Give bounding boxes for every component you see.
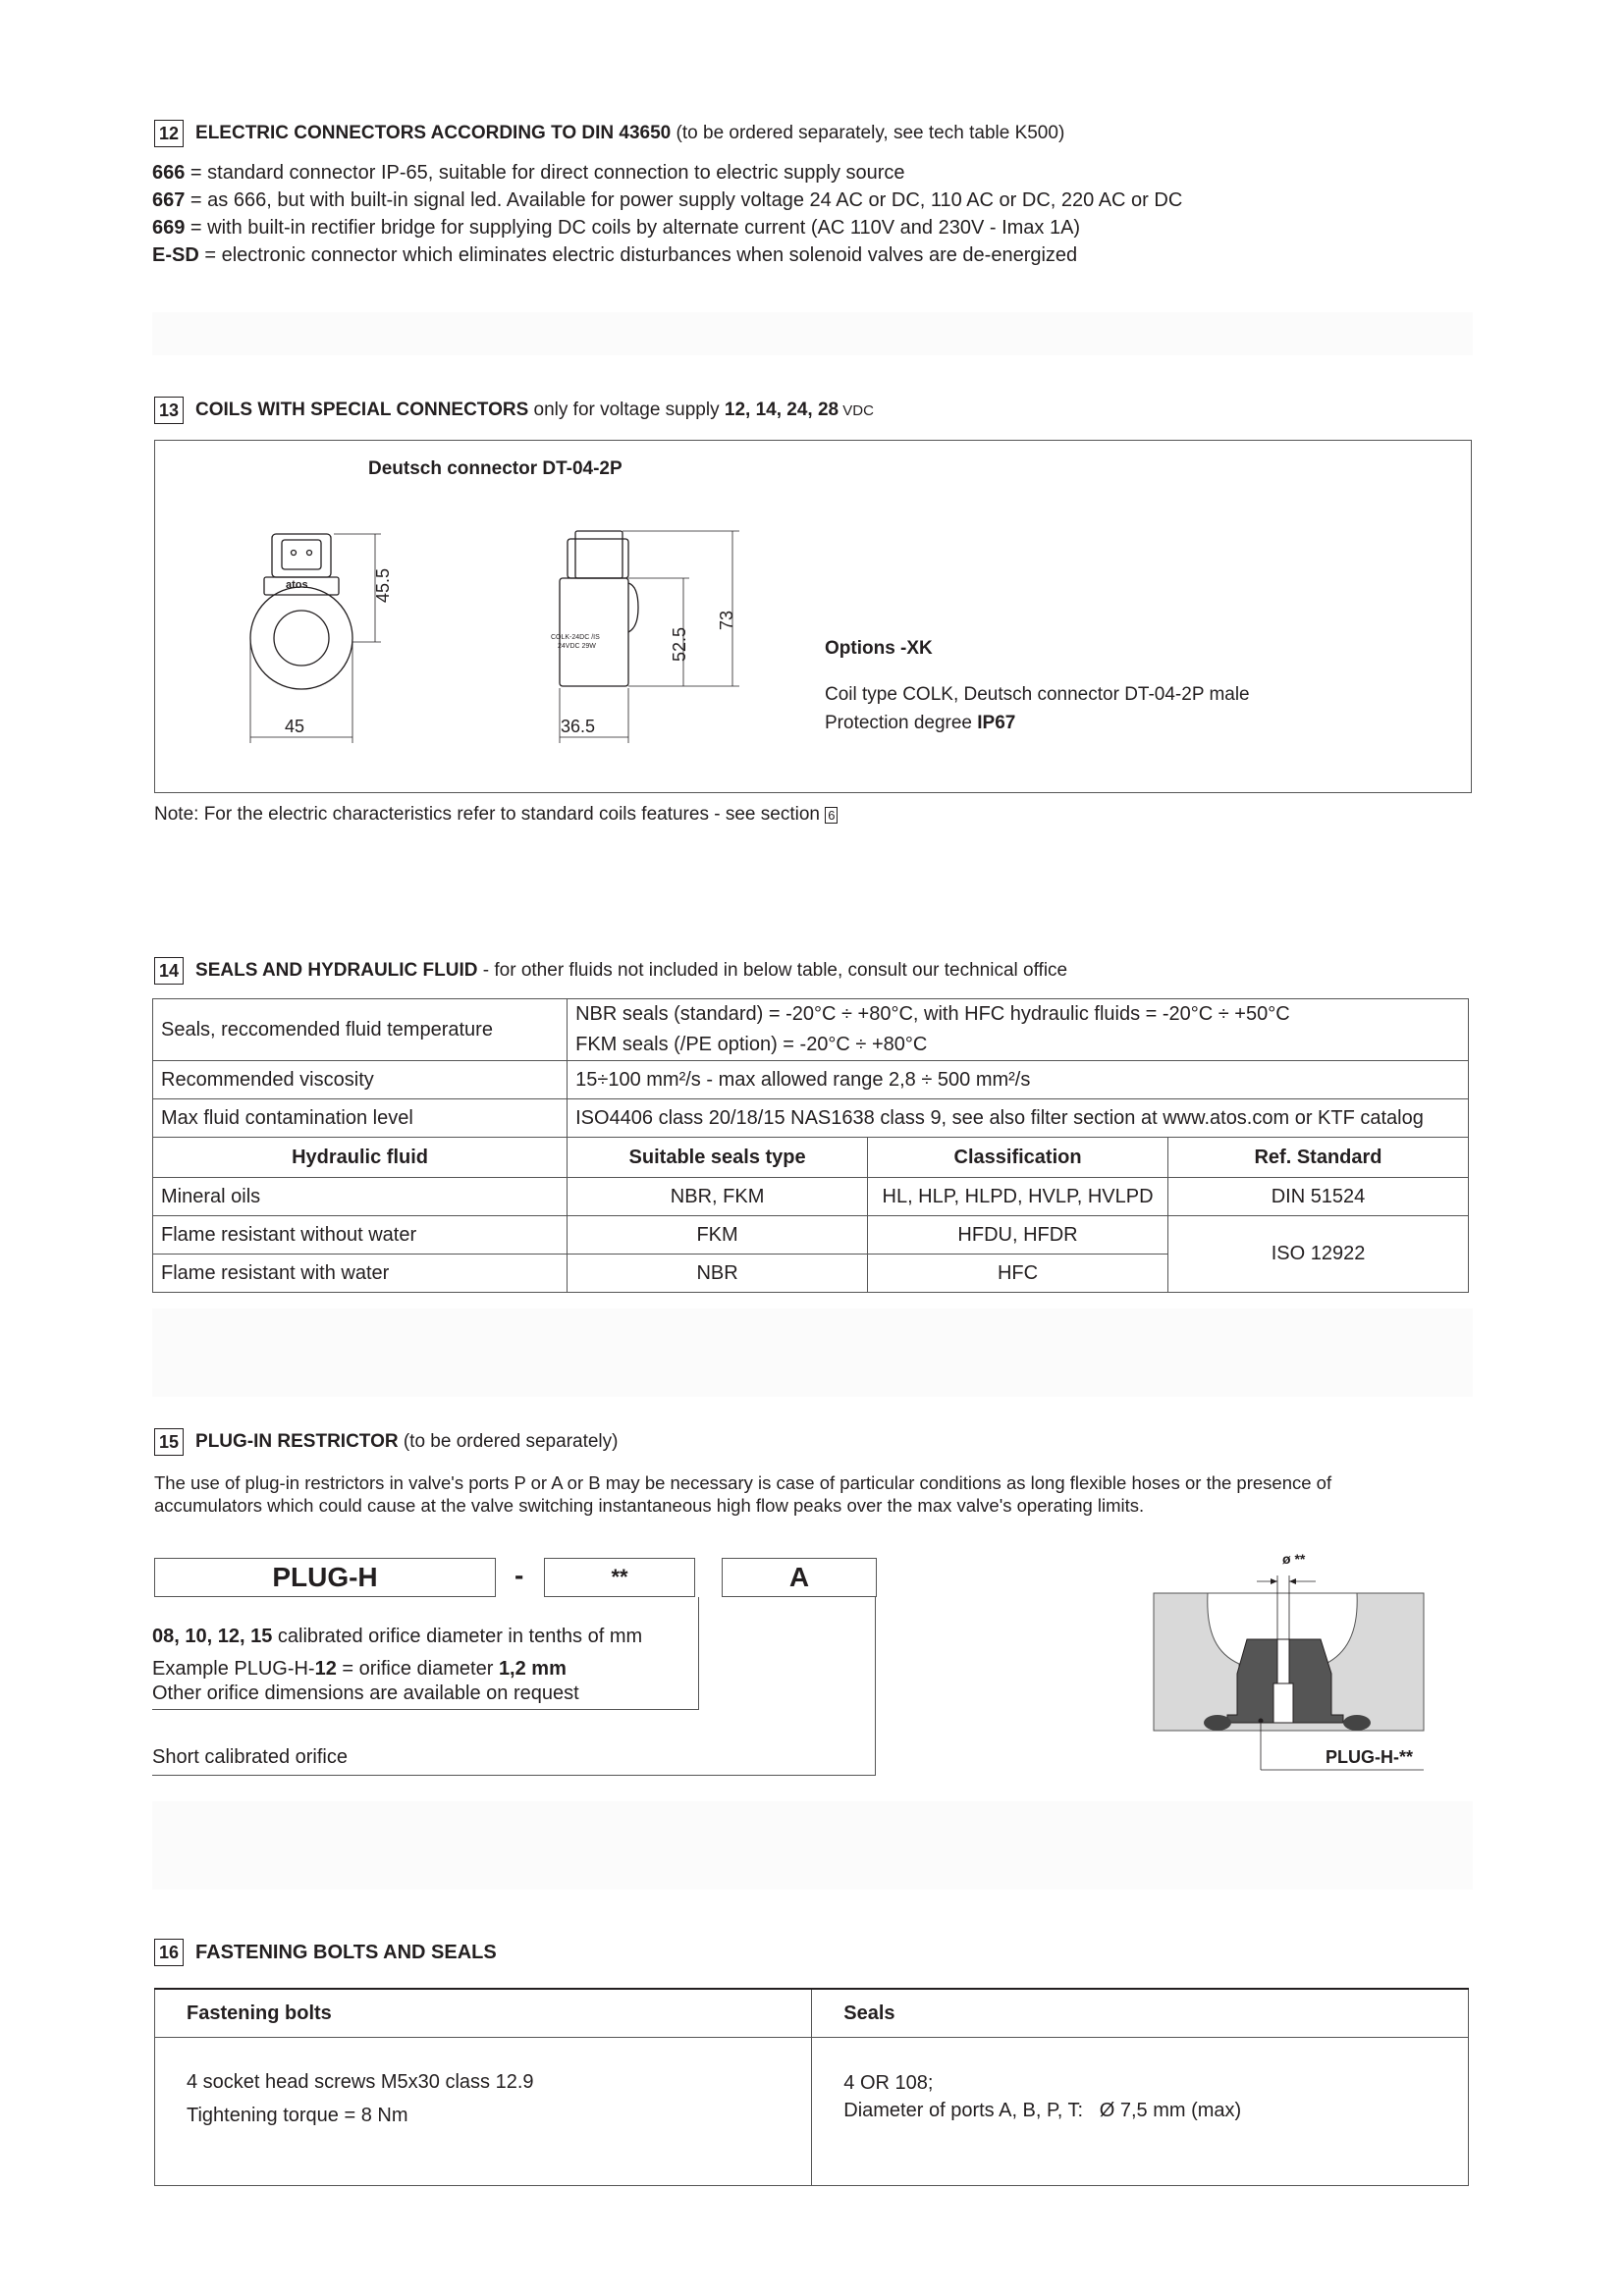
column-header: Suitable seals type	[568, 1138, 868, 1178]
section-subtitle: (to be ordered separately, see tech table K500)	[676, 123, 1065, 143]
table-cell: Max fluid contamination level	[153, 1099, 568, 1138]
section-title: PLUG-IN RESTRICTOR	[195, 1431, 399, 1452]
item-text: = electronic connector which eliminates electric disturbances when solenoid valves are de-energized	[198, 244, 1078, 266]
table-cell: Seals, reccomended fluid temperature	[153, 999, 568, 1061]
bolts-cell	[155, 2038, 812, 2186]
shade-band	[152, 1801, 1473, 1890]
item-code: 669	[152, 217, 186, 239]
dimension-label: 36.5	[561, 717, 596, 736]
section-number: 14	[154, 957, 184, 985]
column-header: Ref. Standard	[1168, 1138, 1469, 1178]
section-14-heading	[154, 957, 1067, 985]
note	[154, 804, 838, 826]
dimension-label: 45	[285, 717, 305, 736]
seal-temp-fkm: FKM seals (/PE option) = -20°C ÷ +80°C	[575, 1034, 928, 1055]
section-number: 15	[154, 1428, 184, 1456]
tightening-torque: Tightening torque = 8 Nm	[187, 2105, 408, 2126]
diagram-dimension: ø **	[1282, 1551, 1306, 1567]
port-diameter: Diameter of ports A, B, P, T: Ø 7,5 mm (max)	[843, 2100, 1242, 2121]
orifice-options	[152, 1626, 642, 1648]
item-text: = as 666, but with built-in signal led. Available for power supply voltage 24 AC or DC, 110 AC or DC, 220 AC or DC	[185, 189, 1183, 211]
note-section-ref: 6	[825, 807, 838, 824]
item-code: E-SD	[152, 244, 199, 266]
table-row	[153, 1061, 1469, 1099]
section-title: SEALS AND HYDRAULIC FLUID	[195, 960, 478, 981]
table-cell: 15÷100 mm²/s - max allowed range 2,8 ÷ 500 mm²/s	[568, 1061, 1469, 1099]
table-cell: HFC	[868, 1255, 1168, 1293]
table-cell: ISO4406 class 20/18/15 NAS1638 class 9, see also filter section at www.atos.com or KTF catalog	[568, 1099, 1469, 1138]
table-cell: DIN 51524	[1168, 1178, 1469, 1216]
table-cell: Flame resistant with water	[153, 1255, 568, 1293]
orifice-codes: 08, 10, 12, 15	[152, 1626, 273, 1647]
orifice-desc: calibrated orifice diameter in tenths of mm	[272, 1626, 643, 1647]
table-cell: NBR	[568, 1255, 868, 1293]
example-diameter: 1,2 mm	[498, 1658, 567, 1680]
table-header-row	[155, 1989, 1469, 2038]
plug-restrictor-diagram	[1149, 1546, 1434, 1777]
coil-label: COLK-24DC /IS	[551, 634, 600, 641]
table-cell: Flame resistant without water	[153, 1216, 568, 1255]
section-13-heading	[154, 397, 874, 424]
table-row	[153, 1216, 1469, 1255]
section-number: 12	[154, 120, 184, 147]
table-cell: Recommended viscosity	[153, 1061, 568, 1099]
seal-temp-nbr: NBR seals (standard) = -20°C ÷ +80°C, with HFC hydraulic fluids = -20°C ÷ +50°C	[575, 1003, 1290, 1025]
example-code: 12	[314, 1658, 337, 1680]
table-row	[153, 999, 1469, 1061]
table-cell: HL, HLP, HLPD, HVLP, HVLPD	[868, 1178, 1168, 1216]
note-text: Note: For the electric characteristics refer to standard coils features - see section	[154, 804, 820, 825]
table-cell: ISO 12922	[1168, 1216, 1469, 1293]
column-header: Fastening bolts	[155, 1989, 812, 2038]
section-subtitle: (to be ordered separately)	[398, 1431, 619, 1452]
short-orifice-label: Short calibrated orifice	[152, 1746, 348, 1768]
section-title: FASTENING BOLTS AND SEALS	[195, 1941, 497, 1963]
section-number: 13	[154, 397, 184, 424]
dimension-label: 52.5	[670, 626, 689, 662]
column-header: Hydraulic fluid	[153, 1138, 568, 1178]
example-pre: Example PLUG-H-	[152, 1658, 315, 1680]
code-box-a: A	[722, 1558, 877, 1597]
code-box-orifice: **	[544, 1558, 695, 1597]
brand-logo: atos	[286, 579, 308, 591]
shade-band	[152, 1308, 1473, 1397]
item-code: 666	[152, 162, 186, 184]
leader-line	[152, 1709, 698, 1710]
dimension-label: 45.5	[373, 567, 393, 603]
table-cell: NBR, FKM	[568, 1178, 868, 1216]
voltage-values: 12, 14, 24, 28	[724, 400, 839, 420]
table-row	[153, 1099, 1469, 1138]
column-header: Seals	[812, 1989, 1469, 2038]
drawing-title: Deutsch connector DT-04-2P	[368, 458, 623, 479]
bolts-seals-table	[154, 1988, 1469, 2186]
options-text: Coil type COLK, Deutsch connector DT-04-2P male	[825, 684, 1250, 705]
section-15-heading	[154, 1428, 618, 1456]
orifice-example	[152, 1658, 567, 1681]
table-cell: HFDU, HFDR	[868, 1216, 1168, 1255]
fluid-table	[152, 998, 1469, 1293]
section-16-heading	[154, 1939, 497, 1966]
section-title: ELECTRIC CONNECTORS ACCORDING TO DIN 43650	[195, 123, 672, 143]
dimension-label: 73	[717, 610, 736, 630]
coil-label: 24VDC 29W	[558, 643, 596, 650]
section-12-heading	[154, 120, 1064, 147]
section-number: 16	[154, 1939, 184, 1966]
example-mid: = orifice diameter	[336, 1658, 499, 1680]
table-cell: FKM	[568, 1216, 868, 1255]
code-box-plug-h: PLUG-H	[154, 1558, 496, 1597]
protection-degree: IP67	[977, 713, 1016, 733]
section-subtitle: - for other fluids not included in below table, consult our technical office	[477, 960, 1068, 981]
seals-spec: 4 OR 108;	[843, 2072, 934, 2094]
orifice-note: Other orifice dimensions are available on request	[152, 1682, 579, 1704]
connector-item	[152, 244, 1077, 267]
section-subtitle: only for voltage supply	[528, 400, 725, 420]
code-dash: -	[514, 1560, 524, 1590]
diagram-label: PLUG-H-**	[1326, 1747, 1413, 1767]
connector-item	[152, 189, 1182, 212]
item-text: = with built-in rectifier bridge for supplying DC coils by alternate current (AC 110V and 230V - Imax 1A)	[185, 217, 1081, 239]
column-header: Classification	[868, 1138, 1168, 1178]
leader-line	[152, 1775, 876, 1776]
connector-item	[152, 217, 1080, 240]
item-code: 667	[152, 189, 186, 211]
options-text	[825, 713, 1015, 734]
restrictor-description: accumulators which could cause at the valve switching instantaneous high flow peaks over the max valve's operating limits.	[154, 1495, 1145, 1516]
table-header-row	[153, 1138, 1469, 1178]
seals-cell	[812, 2038, 1469, 2186]
table-row	[153, 1178, 1469, 1216]
voltage-unit: VDC	[839, 401, 874, 419]
coil-drawing	[155, 441, 842, 792]
coil-drawing-box	[154, 440, 1472, 793]
shade-band	[152, 312, 1473, 355]
restrictor-description: The use of plug-in restrictors in valve's ports P or A or B may be necessary is case of particular conditions as long flexible hoses or the presence of	[154, 1472, 1332, 1493]
leader-line	[875, 1597, 876, 1776]
table-cell	[568, 999, 1469, 1061]
options-text-pre: Protection degree	[825, 713, 978, 733]
leader-line	[698, 1597, 699, 1710]
connector-item	[152, 162, 905, 185]
options-title: Options -XK	[825, 638, 933, 659]
item-text: = standard connector IP-65, suitable for direct connection to electric supply source	[185, 162, 905, 184]
table-cell: Mineral oils	[153, 1178, 568, 1216]
table-row	[155, 2038, 1469, 2186]
section-title: COILS WITH SPECIAL CONNECTORS	[195, 400, 529, 420]
bolts-spec: 4 socket head screws M5x30 class 12.9	[187, 2071, 534, 2093]
